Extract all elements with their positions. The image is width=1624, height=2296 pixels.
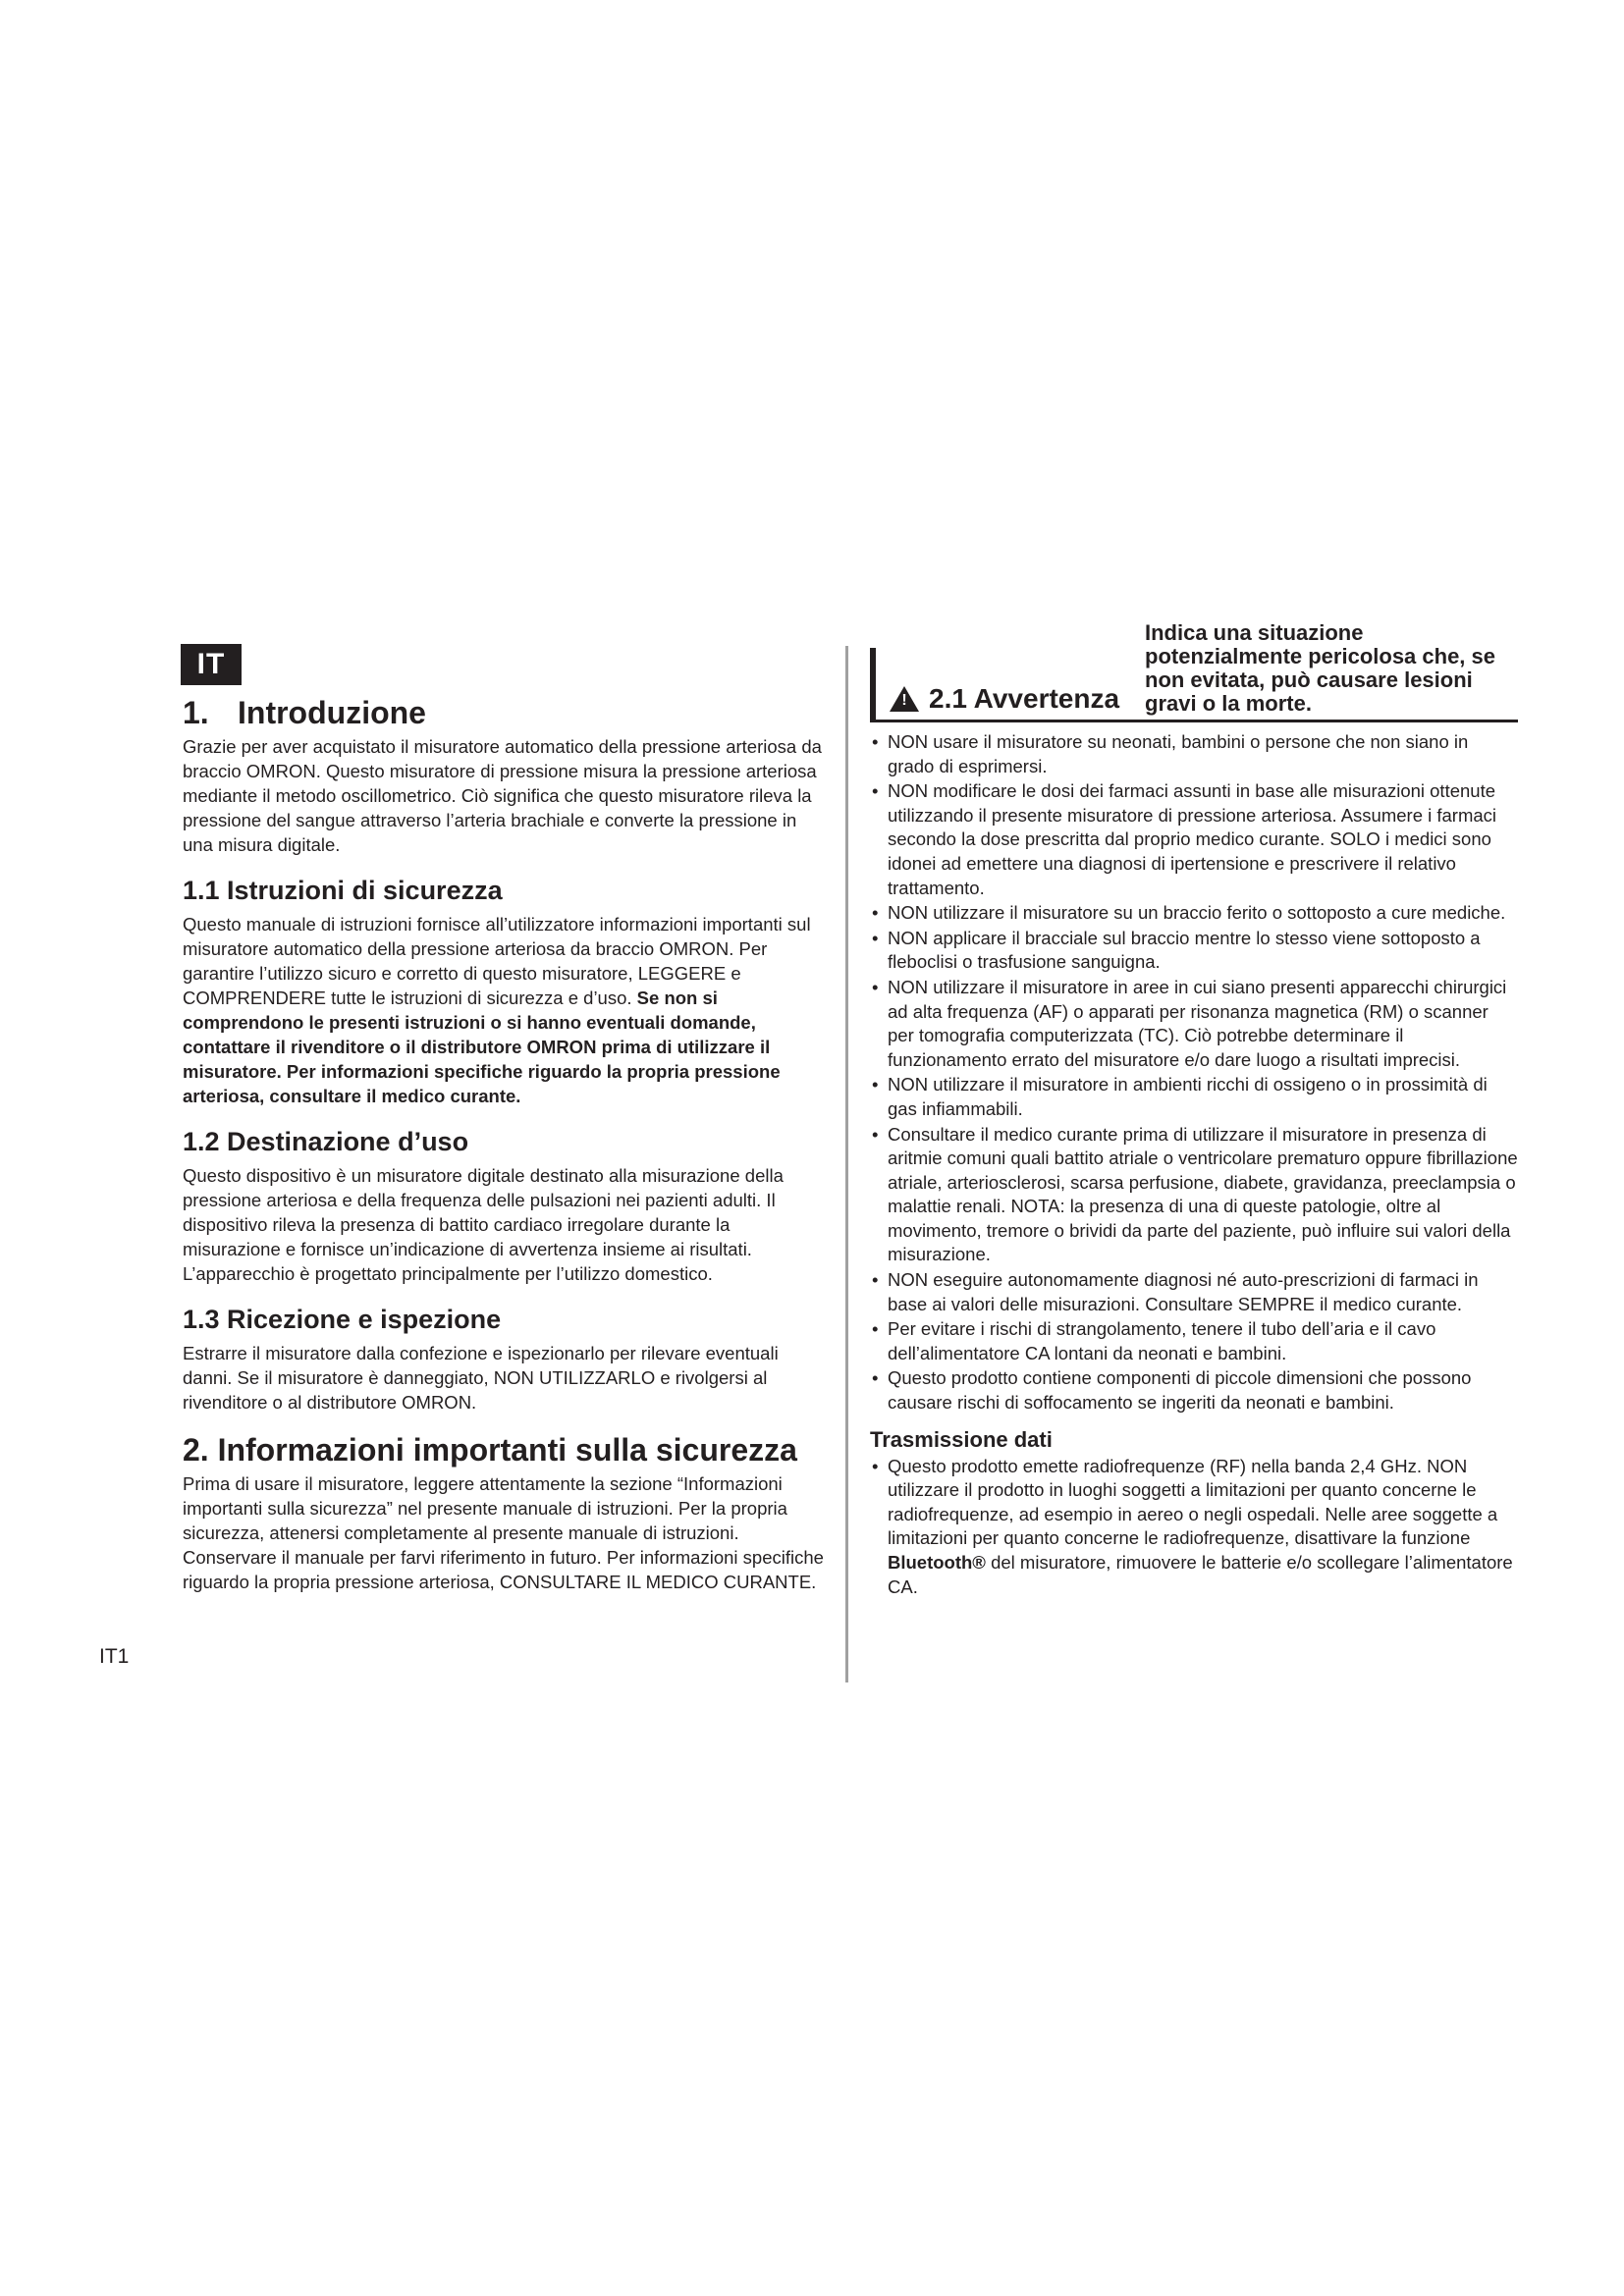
list-item: • Consultare il medico curante prima di utilizzare il misuratore in presenza di aritmie comuni quali battito atriale o ventricolare prematuro oppure fibrillazione atriale, arteriosclerosi, scarsa perfusione, diabete, gravidanza, preeclampsia o malattie renali. NOTA: la presenza di una di queste patologie, oltre al movimento, tremore o brividi da parte del paziente, può influire sui valori della misurazione. [870,1123,1518,1268]
section-2-title: Informazioni importanti sulla sicurezza [217,1432,797,1468]
section-2-heading [183,1432,831,1468]
list-item: • NON usare il misuratore su neonati, bambini o persone che non siano in grado di esprimersi. [870,730,1518,778]
left-column [183,695,831,1667]
section-1-1-paragraph [183,912,831,1108]
data-transmission-title: Trasmissione dati [870,1426,1053,1452]
intro-paragraph: Grazie per aver acquistato il misuratore automatico della pressione arteriosa da braccio OMRON. Questo misuratore di pressione misura la pressione arteriosa mediante il metodo oscillometrico. Ciò significa che questo misuratore rileva la pressione del sangue attraverso l’arteria brachiale e converte la pressione in una misura digitale. [183,736,822,855]
warning-mark: ! [901,692,907,709]
list-item: • NON modificare le dosi dei farmaci assunti in base alle misurazioni ottenute utilizzando il presente misuratore di pressione arteriosa. Assumere i farmaci secondo la dose prescritta dal proprio medico curante. SOLO i medici sono idonei ad emettere una diagnosi di ipertensione e prescrivere il relativo trattamento. [870,779,1518,900]
warning-list [870,730,1518,1415]
data-transmission-text-1: Questo prodotto emette radiofrequenze (RF) nella banda 2,4 GHz. NON utilizzare il prodotto in luoghi soggetti a limitazioni per quanto concerne le radiofrequenze, ad esempio in aereo o negli ospedali. Nelle aree soggette a limitazioni per quanto concerne le radiofrequenze, disattivare la funzione [888,1455,1498,1549]
section-1-2-paragraph: Questo dispositivo è un misuratore digitale destinato alla misurazione della pressione arteriosa e della frequenza delle pulsazioni nei pazienti adulti. Il dispositivo rileva la presenza di battito cardiaco irregolare durante la misurazione e fornisce un’indicazione di avvertenza insieme ai risultati. L’apparecchio è progettato principalmente per l’utilizzo domestico. [183,1165,784,1284]
data-transmission-list [870,1455,1518,1600]
list-item [870,1455,1518,1600]
list-item: • NON eseguire autonomamente diagnosi né auto-prescrizioni di farmaci in base ai valori delle misurazioni. Consultare SEMPRE il medico curante. [870,1268,1518,1316]
section-1-heading [183,695,831,730]
list-item: • Per evitare i rischi di strangolamento, tenere il tubo dell’aria e il cavo dell’alimentatore CA lontani da neonati e bambini. [870,1317,1518,1365]
data-transmission-text-2: del misuratore, rimuovere le batterie e/o scollegare l’alimentatore CA. [888,1552,1513,1597]
section-2-paragraph: Prima di usare il misuratore, leggere attentamente la sezione “Informazioni importanti sulla sicurezza” nel presente manuale di istruzioni. Per la propria sicurezza, attenersi completamente al presente manuale di istruzioni. Conservare il manuale per farvi riferimento in futuro. Per informazioni specifiche riguardo la propria pressione arteriosa, CONSULTARE IL MEDICO CURANTE. [183,1473,824,1592]
page-number: IT1 [99,1645,130,1668]
warning-label [890,684,1119,714]
section-1-3-paragraph: Estrarre il misuratore dalla confezione e ispezionarlo per rilevare eventuali danni. Se il misuratore è danneggiato, NON UTILIZZARLO e rivolgersi al rivenditore o al distributore OMRON. [183,1343,779,1413]
section-1-3-title: 1.3 Ricezione e ispezione [183,1305,502,1334]
right-column [870,620,1518,1669]
warning-title: 2.1 Avvertenza [929,683,1120,714]
list-item: • Questo prodotto contiene componenti di piccole dimensioni che possono causare rischi di soffocamento se ingeriti da neonati e bambini. [870,1366,1518,1415]
section-2-number: 2. [183,1432,209,1468]
section-1-1-text: Questo manuale di istruzioni fornisce all’utilizzatore informazioni importanti sul misuratore automatico della pressione arteriosa da braccio OMRON. Per garantire l’utilizzo sicuro e corretto di questo misuratore, LEGGERE e COMPRENDERE tutte le istruzioni di sicurezza e d’uso. [183,914,811,1008]
list-item: • NON applicare il bracciale sul braccio mentre lo stesso viene sottoposto a fleboclisi o trasfusione sanguigna. [870,927,1518,975]
list-item: • NON utilizzare il misuratore su un braccio ferito o sottoposto a cure mediche. [870,901,1518,926]
section-1-1-title: 1.1 Istruzioni di sicurezza [183,876,503,905]
language-badge: IT [181,644,242,685]
warning-header [870,620,1518,722]
list-item: • NON utilizzare il misuratore in ambienti ricchi di ossigeno o in prossimità di gas infiammabili. [870,1073,1518,1121]
section-1-1-bold-text: Se non si comprendono le presenti istruzioni o si hanno eventuali domande, contattare il rivenditore o il distributore OMRON prima di utilizzare il misuratore. Per informazioni specifiche riguardo la propria pressione arteriosa, consultare il medico curante. [183,988,781,1106]
bluetooth-label: Bluetooth® [888,1552,986,1573]
section-1-number: 1. [183,695,209,730]
section-1-2-title: 1.2 Destinazione d’uso [183,1127,469,1156]
section-1-title: Introduzione [238,695,426,730]
warning-triangle-icon [890,686,919,712]
warning-description: Indica una situazione potenzialmente pericolosa che, se non evitata, può causare lesioni gravi o la morte. [1145,620,1496,716]
column-divider [845,646,848,1682]
list-item: • NON utilizzare il misuratore in aree in cui siano presenti apparecchi chirurgici ad alta frequenza (AF) o apparati per risonanza magnetica (RM) o scanner per tomografia computerizzata (TC). Ciò potrebbe determinare il funzionamento errato del misuratore e/o dare luogo a risultati imprecisi. [870,976,1518,1072]
